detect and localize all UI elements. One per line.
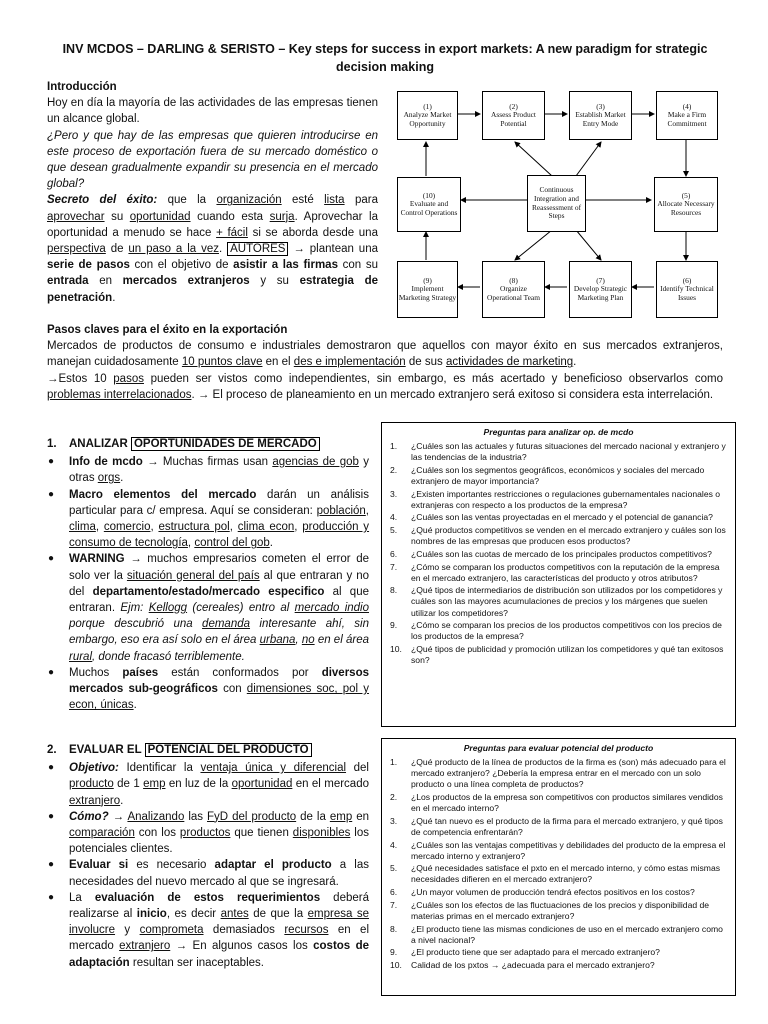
section-1-title: 1. ANALIZAR OPORTUNIDADES DE MERCADO [47,436,369,452]
list-item: 5. ¿Qué necesidades satisface el pxto en el mercado interno, y cómo estas mismas necesidades difieren en el mercado extranjero? [390,863,721,885]
diagram-node-2: (2) Assess Product Potential [482,91,545,140]
intro-paragraph-1: Hoy en día la mayoría de las actividades de las empresas tienen un alcance global. [47,97,378,126]
list-item: 8. ¿El producto tiene las mismas condiciones de uso en el mercado extranjero como a nivel nacional? [390,923,723,945]
list-item: 6. ¿Cuáles son las cuotas de mercado de los principales productos competitivos? [390,548,712,559]
intro-section [47,79,378,306]
section-1 [47,436,369,713]
ten-steps-diagram [393,88,736,326]
section-2-list [47,760,369,971]
list-item: 5. ¿Qué productos competitivos se venden en el mercado extranjero y cuáles son los nombres de las empresas que producen esos productos? [390,525,726,547]
list-item: ● Info de mcdo → Muchas firmas usan agencias de gob y otras orgs. [47,454,369,486]
list-item: 9. ¿Cómo se comparan los precios de los productos competitivos con los precios de los productos de la empresa? [390,620,722,642]
diagram-node-6: (6) Identify Technical Issues [656,261,718,318]
list-item: 10. Calidad de los pxtos → ¿adecuada para el mercado extranjero? [390,960,655,971]
section-2-title: 2. EVALUAR EL POTENCIAL DEL PRODUCTO [47,742,369,758]
questions-box-product [381,738,736,996]
list-item: 7. ¿Cuáles son los efectos de las fluctuaciones de los precios y disponibilidad de materias primas en el mercado extranjero? [390,899,710,921]
list-item: ● La evaluación de estos requerimientos deberá realizarse al inicio, es decir antes de que la empresa se involucre y comprometa demasiados recursos en el mercado extranjero → En algunos casos los costos de adaptación resultan ser inaceptables. [47,890,369,971]
pasos-heading: Pasos claves para el éxito en la exportación [47,324,288,336]
diagram-node-10: (10) Evaluate and Control Operations [397,177,461,232]
list-item: 6. ¿Un mayor volumen de producción tendrá efectos positivos en los costos? [390,887,695,898]
list-item: 10. ¿Qué tipos de publicidad y promoción utilizan los competidores y qué tan exitosos son? [390,644,724,666]
diagram-node-4: (4) Make a Firm Commitment [656,91,718,140]
questions-box-title: Preguntas para evaluar potencial del producto [463,743,654,753]
intro-paragraph-2: ¿Pero y que hay de las empresas que quieren introducirse en este proceso de exportación fuera de su mercado doméstico o que desean gradualmente expandir su presencia en el mercado global? [47,129,378,191]
list-item: ● Evaluar si es necesario adaptar el producto a las necesidades del nuevo mercado al que se ingresará. [47,857,369,889]
list-item: ● Objetivo: Identificar la ventaja única y diferencial del producto de 1 emp en luz de la oportunidad en el mercado extranjero. [47,760,369,809]
section-2 [47,742,369,971]
list-item: 1. ¿Qué producto de la línea de productos de la firma es (son) más adecuado para el mercado extranjero? ¿Debería la empresa entrar en el mercado con un solo producto o una línea completa de productos? [390,757,726,790]
section-1-list [47,454,369,713]
diagram-node-1: (1) Analyze Market Opportunity [397,91,458,140]
questions-list [388,441,729,666]
list-item: 3. ¿Existen importantes restricciones o regulaciones gubernamentales nacionales o extranjeras con respecto a los productos de la empresa? [390,488,721,510]
questions-list [388,757,729,971]
list-item: 8. ¿Qué tipos de intermediarios de distribución son utilizados por los competidores y cuáles son las mayores acumulaciones de precios y los márgenes que suelen utilizar los competidores? [390,585,723,618]
list-item: 4. ¿Cuáles son las ventas proyectadas en el mercado y el potencial de ganancia? [390,512,713,523]
list-item: 3. ¿Qué tan nuevo es el producto de la firma para el mercado extranjero, y qué tipos de competencia enfrentarán? [390,815,723,837]
diagram-center-node: Continuous Integration and Reassessment of Steps [527,175,586,232]
diagram-node-7: (7) Develop Strategic Marketing Plan [569,261,632,318]
intro-heading: Introducción [47,81,117,93]
diagram-node-9: (9) Implement Marketing Strategy [397,261,458,318]
list-item: ● Macro elementos del mercado darán un análisis particular para c/ empresa. Aquí se consideran: población, clima, comercio, estructura pol, clima econ, producción y consumo de tecnología, control del gob. [47,487,369,552]
intro-paragraph-3: Secreto del éxito: que la organización esté lista para aprovechar su oportunidad cuando esta surja. Aprovechar la oportunidad a menudo se hace + fácil si se aborda desde una perspectiva de un paso a la vez. AUTORES → plantean una serie de pasos con el objetivo de asistir a las firmas con su entrada en mercados extranjeros y su estrategia de penetración. [47,194,379,304]
list-item: ● WARNING → muchos empresarios cometen el error de solo ver la situación general del país al que entraran y no del departamento/estado/mercado especifico al que entraran. Ejm: Kellogg (cereales) entro al mercado indio porque descubrió una demanda interesante ahí, sin embargo, eso era así solo en el área urbana, no en el área rural, donde fracasó terriblemente. [47,551,369,664]
document-title: INV MCDOS – DARLING & SERISTO – Key steps for success in export markets: A new paradigm for strategic decision making [62,42,708,74]
diagram-node-8: (8) Organize Operational Team [482,261,545,318]
questions-box-market [381,422,736,727]
list-item: 4. ¿Cuáles son las ventajas competitivas y debilidades del producto de la empresa el mercado interno y extranjero? [390,839,726,861]
diagram-node-3: (3) Establish Market Entry Mode [569,91,632,140]
list-item: 2. ¿Cuáles son los segmentos geográficos, económicos y sociales del mercado extranjero de mayor importancia? [390,464,705,486]
pasos-claves-section [47,322,723,403]
diagram-node-5: (5) Allocate Necessary Resources [654,177,718,232]
list-item: 2. ¿Los productos de la empresa son competitivos con productos similares vendidos en el mercado interno? [390,791,723,814]
list-item: ● Muchos países están conformados por diversos mercados sub-geográficos con dimensiones soc, pol y econ, únicas. [47,665,369,714]
list-item: ● Cómo? → Analizando las FyD del producto de la emp en comparación con los productos que tienen disponibles los potenciales clientes. [47,809,369,858]
questions-box-title: Preguntas para analizar op. de mcdo [483,427,634,437]
list-item: 9. ¿El producto tiene que ser adaptado para el mercado extranjero? [390,947,660,958]
pasos-paragraph-1: Mercados de productos de consumo e industriales demostraron que aquellos con mayor éxito en sus mercados extranjeros, manejan cuidadosamente 10 puntos clave en el des e implementación de sus actividades de marketing. [47,340,723,369]
list-item: 1. ¿Cuáles son las actuales y futuras situaciones del mercado nacional y extranjero y las tendencias de la industria? [390,441,726,463]
list-item: 7. ¿Cómo se comparan los productos competitivos con la reputación de la empresa en el mercado extranjero, las características del producto y otros atributos? [390,561,720,583]
pasos-paragraph-2: →Estos 10 pasos pueden ser vistos como independientes, sin embargo, es más acertado y beneficioso observarlos como problemas interrelacionados. → El proceso de planeamiento en un mercado extranjero será exitoso si considera esta interrelación. [47,372,723,401]
